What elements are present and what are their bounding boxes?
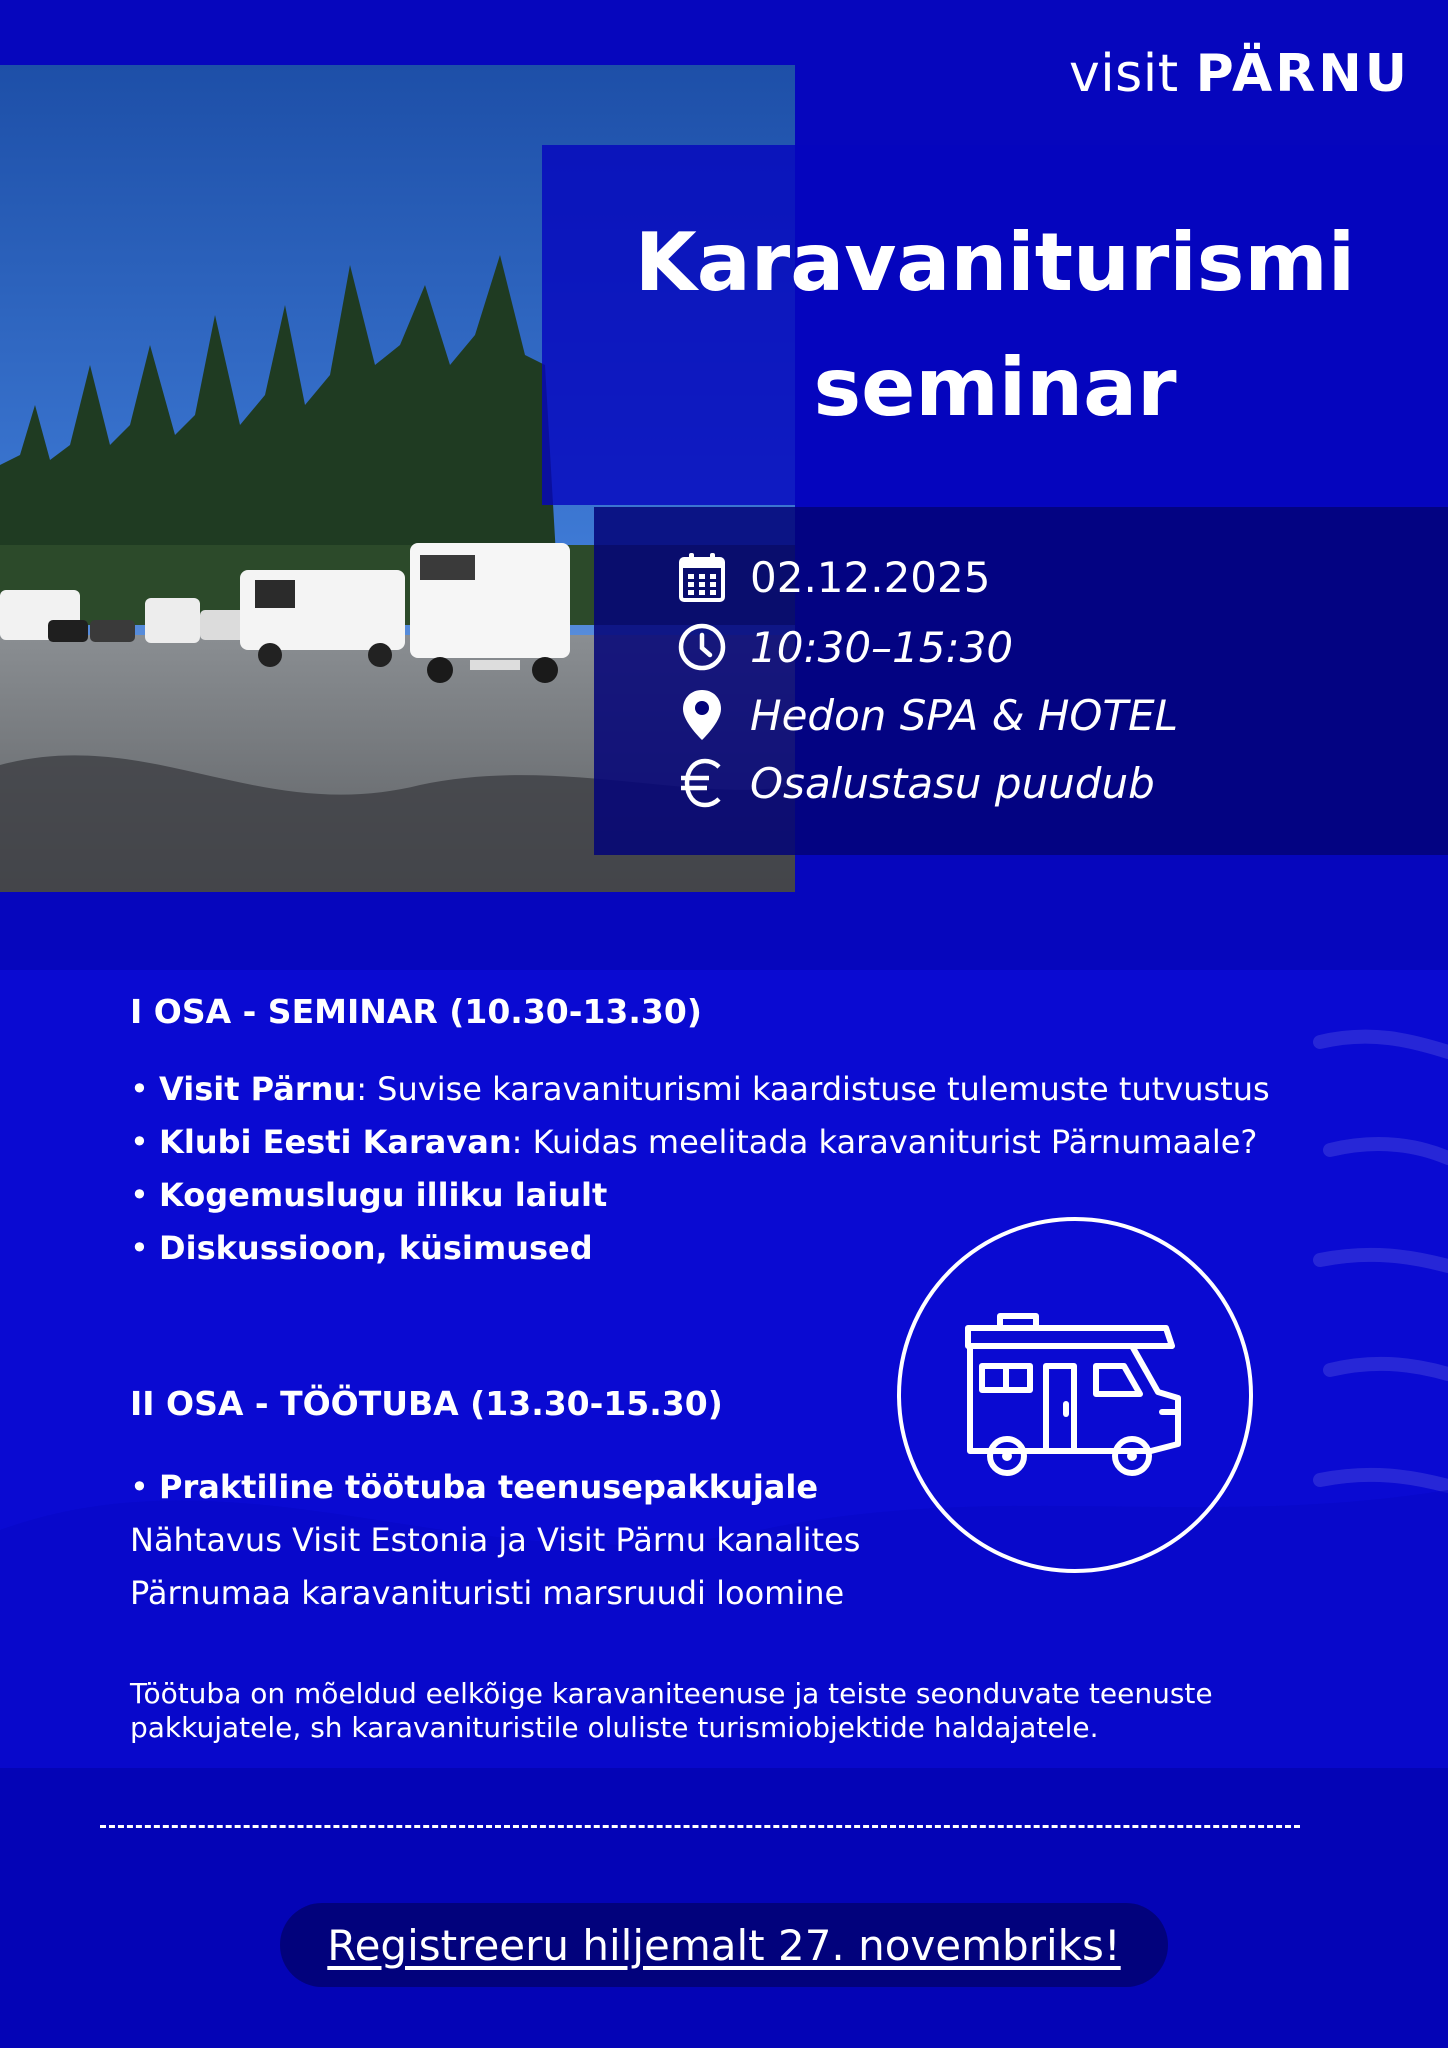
visit-parnu-logo[interactable] xyxy=(1069,44,1410,104)
location-text: Hedon SPA & HOTEL xyxy=(750,690,1179,740)
campervan-icon xyxy=(896,1216,1254,1574)
title-line-1: Karavaniturismi xyxy=(634,216,1356,309)
item-1-text: : Suvise karavaniturismi kaardistuse tulemuste tutvustus xyxy=(356,1070,1270,1108)
divider-line xyxy=(100,1825,1300,1828)
part1-item-4: • Diskussioon, küsimused xyxy=(130,1229,593,1267)
event-date xyxy=(676,544,990,610)
item-2-text: : Kuidas meelitada karavaniturist Pärnumaale? xyxy=(511,1123,1258,1161)
item-4-bold: Diskussioon, küsimused xyxy=(159,1229,593,1267)
title-line-2: seminar xyxy=(813,341,1177,434)
event-fee xyxy=(676,750,1155,816)
page-title xyxy=(542,200,1448,450)
date-text: 02.12.2025 xyxy=(750,552,991,602)
part1-item-2: • Klubi Eesti Karavan: Kuidas meelitada karavaniturist Pärnumaale? xyxy=(130,1123,1258,1161)
calendar-icon xyxy=(676,549,728,605)
item-1-bold: Visit Pärnu xyxy=(159,1070,357,1108)
part1-heading: I OSA - SEMINAR (10.30-13.30) xyxy=(130,992,702,1031)
part2-line-2: Pärnumaa karavanituristi marsruudi loomine xyxy=(130,1574,845,1612)
part1-item-1: • Visit Pärnu: Suvise karavaniturismi kaardistuse tulemuste tutvustus xyxy=(130,1070,1270,1108)
event-time xyxy=(676,614,1013,680)
workshop-note: Töötuba on mõeldud eelkõige karavaniteenuse ja teiste seonduvate teenuste pakkujatele, sh karavanituristile oluliste turismiobjektide haldajatele. xyxy=(130,1677,1213,1744)
clock-icon xyxy=(676,619,728,675)
logo-text-parnu: PÄRNU xyxy=(1195,44,1410,104)
part2-line-1: Nähtavus Visit Estonia ja Visit Pärnu kanalites xyxy=(130,1521,861,1559)
part2-item-1: • Praktiline töötuba teenusepakkujale xyxy=(130,1468,819,1506)
part1-item-3: • Kogemuslugu illiku laiult xyxy=(130,1176,608,1214)
item-3-bold: Kogemuslugu illiku laiult xyxy=(159,1176,608,1214)
euro-icon xyxy=(676,755,728,811)
register-button[interactable]: Registreeru hiljemalt 27. novembriks! xyxy=(280,1903,1168,1987)
location-pin-icon xyxy=(676,687,728,743)
fee-text: Osalustasu puudub xyxy=(750,758,1155,808)
logo-text-visit: visit xyxy=(1068,44,1179,104)
part2-bullet-bold: Praktiline töötuba teenusepakkujale xyxy=(159,1468,819,1506)
time-text: 10:30–15:30 xyxy=(750,622,1014,672)
event-location xyxy=(676,682,1178,748)
item-2-bold: Klubi Eesti Karavan xyxy=(159,1123,512,1161)
part2-heading: II OSA - TÖÖTUBA (13.30-15.30) xyxy=(130,1384,723,1423)
